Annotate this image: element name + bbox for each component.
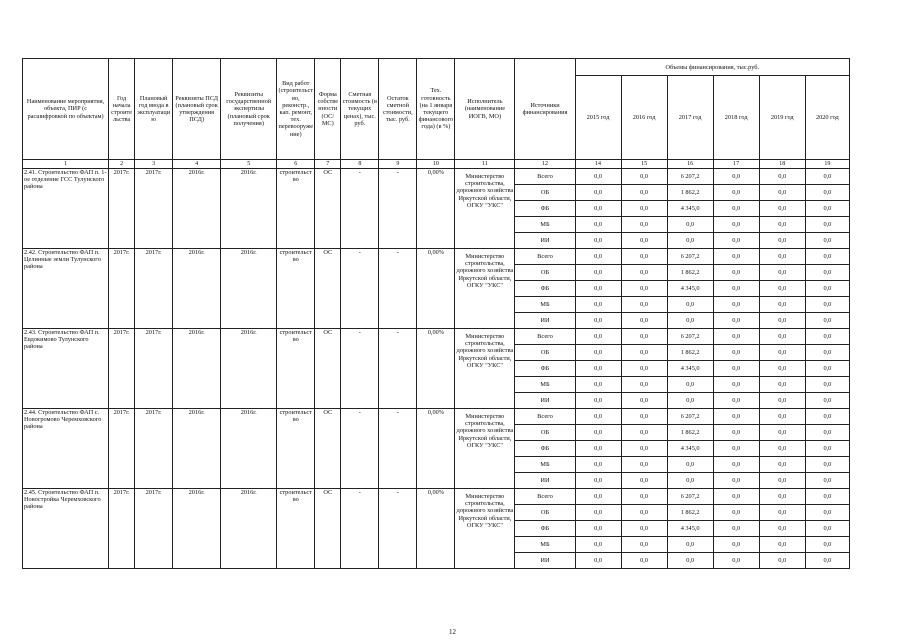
- funding-value: 0,0: [575, 409, 621, 425]
- header-year: 2017 год: [667, 76, 713, 160]
- header-financing: Объемы финансирования, тыс.руб.: [575, 59, 849, 76]
- funding-value: 0,0: [713, 233, 759, 249]
- funding-value: 6 207,2: [667, 249, 713, 265]
- funding-value: 0,0: [713, 553, 759, 569]
- table-row: [23, 169, 850, 185]
- funding-value: 0,0: [805, 313, 849, 329]
- funding-value: 0,0: [713, 521, 759, 537]
- funding-value: 0,0: [805, 329, 849, 345]
- funding-value: 0,0: [667, 297, 713, 313]
- funding-source: ФБ: [515, 281, 575, 297]
- column-number: 16: [667, 160, 713, 169]
- column-number: 14: [575, 160, 621, 169]
- funding-source: ИИ: [515, 233, 575, 249]
- funding-value: 0,0: [621, 265, 667, 281]
- funding-value: 0,0: [805, 169, 849, 185]
- funding-value: 0,0: [575, 185, 621, 201]
- funding-value: 0,0: [713, 489, 759, 505]
- funding-value: 0,0: [621, 425, 667, 441]
- funding-source: ОБ: [515, 425, 575, 441]
- expertise-year: 2016г.: [221, 409, 277, 489]
- object-name: 2.44. Строительство ФАП с. Новогромово Черемховского района: [23, 409, 109, 489]
- funding-value: 0,0: [713, 457, 759, 473]
- column-number: 12: [515, 160, 575, 169]
- funding-value: 0,0: [759, 361, 805, 377]
- funding-value: 0,0: [805, 537, 849, 553]
- funding-value: 0,0: [805, 217, 849, 233]
- funding-value: 0,0: [575, 297, 621, 313]
- funding-source: МБ: [515, 457, 575, 473]
- funding-value: 0,0: [667, 553, 713, 569]
- funding-value: 0,0: [621, 505, 667, 521]
- funding-value: 0,0: [713, 345, 759, 361]
- funding-source: Всего: [515, 249, 575, 265]
- funding-value: 0,0: [805, 409, 849, 425]
- header-readiness: Тех. готовность (на 1 января текущего финансового года) (в %): [417, 59, 455, 160]
- funding-value: 0,0: [805, 521, 849, 537]
- funding-value: 0,0: [621, 233, 667, 249]
- funding-value: 0,0: [805, 425, 849, 441]
- ownership: ОС: [315, 249, 341, 329]
- funding-value: 0,0: [621, 249, 667, 265]
- funding-value: 0,0: [759, 393, 805, 409]
- funding-source: Всего: [515, 329, 575, 345]
- funding-value: 0,0: [621, 281, 667, 297]
- header-estimate-cost: Сметная стоимость (в текущих ценах), тыс. руб.: [341, 59, 379, 160]
- table-row: [23, 329, 850, 345]
- funding-value: 0,0: [805, 281, 849, 297]
- funding-value: 0,0: [575, 521, 621, 537]
- funding-value: 0,0: [713, 441, 759, 457]
- funding-value: 0,0: [759, 169, 805, 185]
- funding-source: МБ: [515, 377, 575, 393]
- funding-value: 0,0: [667, 233, 713, 249]
- remaining-cost: -: [379, 249, 417, 329]
- funding-value: 0,0: [713, 217, 759, 233]
- funding-value: 0,0: [713, 313, 759, 329]
- funding-value: 0,0: [805, 185, 849, 201]
- funding-source: ИИ: [515, 473, 575, 489]
- header-year: 2018 год: [713, 76, 759, 160]
- header-name: Наименование мероприятия, объекта, ПИР (с расшифровкой по объектам): [23, 59, 109, 160]
- estimate-cost: -: [341, 249, 379, 329]
- column-number: 6: [277, 160, 315, 169]
- remaining-cost: -: [379, 169, 417, 249]
- plan-year: 2017г.: [135, 489, 173, 569]
- funding-value: 0,0: [575, 537, 621, 553]
- column-number: 15: [621, 160, 667, 169]
- table-row: [23, 489, 850, 505]
- executor: Министерство строительства, дорожного хозяйства Иркутской области, ОГКУ "УКС": [455, 169, 515, 249]
- funding-value: 0,0: [575, 345, 621, 361]
- estimate-cost: -: [341, 409, 379, 489]
- psd-year: 2016г.: [173, 169, 221, 249]
- header-work-type: Вид работ (строительство, реконстр., кап. ремонт, тех. перевооружение): [277, 59, 315, 160]
- funding-source: ОБ: [515, 505, 575, 521]
- column-number: 5: [221, 160, 277, 169]
- work-type: строительство: [277, 329, 315, 409]
- funding-value: 0,0: [575, 553, 621, 569]
- readiness: 0,00%: [417, 329, 455, 409]
- funding-value: 4 345,0: [667, 281, 713, 297]
- funding-value: 0,0: [621, 473, 667, 489]
- column-number: 17: [713, 160, 759, 169]
- executor: Министерство строительства, дорожного хозяйства Иркутской области, ОГКУ "УКС": [455, 329, 515, 409]
- header-year: 2020 год: [805, 76, 849, 160]
- funding-source: ИИ: [515, 313, 575, 329]
- psd-year: 2016г.: [173, 329, 221, 409]
- ownership: ОС: [315, 409, 341, 489]
- header-year: 2015 год: [575, 76, 621, 160]
- funding-value: 0,0: [805, 457, 849, 473]
- plan-year: 2017г.: [135, 329, 173, 409]
- funding-value: 0,0: [575, 425, 621, 441]
- header-year: 2019 год: [759, 76, 805, 160]
- readiness: 0,00%: [417, 409, 455, 489]
- funding-value: 0,0: [667, 377, 713, 393]
- funding-value: 0,0: [575, 473, 621, 489]
- psd-year: 2016г.: [173, 409, 221, 489]
- funding-value: 0,0: [667, 393, 713, 409]
- funding-value: 0,0: [575, 377, 621, 393]
- funding-value: 0,0: [621, 441, 667, 457]
- funding-source: ОБ: [515, 185, 575, 201]
- column-number: 18: [759, 160, 805, 169]
- expertise-year: 2016г.: [221, 169, 277, 249]
- funding-value: 0,0: [805, 265, 849, 281]
- header-year: 2016 год: [621, 76, 667, 160]
- funding-source: ФБ: [515, 521, 575, 537]
- funding-source: ИИ: [515, 393, 575, 409]
- funding-value: 0,0: [759, 553, 805, 569]
- header-executor: Исполнитель (наименование ИОГВ, МО): [455, 59, 515, 160]
- estimate-cost: -: [341, 489, 379, 569]
- funding-value: 0,0: [575, 313, 621, 329]
- funding-value: 0,0: [805, 553, 849, 569]
- funding-value: 0,0: [621, 393, 667, 409]
- funding-value: 0,0: [759, 217, 805, 233]
- header-expertise: Реквизиты государственной экспертизы (плановый срок получения): [221, 59, 277, 160]
- funding-value: 0,0: [575, 329, 621, 345]
- funding-value: 0,0: [805, 361, 849, 377]
- table-row: [23, 409, 850, 425]
- funding-value: 0,0: [713, 377, 759, 393]
- funding-value: 0,0: [575, 265, 621, 281]
- financing-table: [22, 58, 850, 569]
- funding-value: 0,0: [805, 249, 849, 265]
- funding-value: 0,0: [713, 185, 759, 201]
- executor: Министерство строительства, дорожного хозяйства Иркутской области, ОГКУ "УКС": [455, 249, 515, 329]
- expertise-year: 2016г.: [221, 329, 277, 409]
- funding-value: 0,0: [621, 313, 667, 329]
- header-plan-year: Плановый год ввода в эксплуатацию: [135, 59, 173, 160]
- estimate-cost: -: [341, 329, 379, 409]
- funding-value: 0,0: [805, 441, 849, 457]
- funding-value: 0,0: [805, 377, 849, 393]
- psd-year: 2016г.: [173, 489, 221, 569]
- funding-value: 0,0: [759, 473, 805, 489]
- start-year: 2017г.: [109, 169, 135, 249]
- funding-value: 4 345,0: [667, 441, 713, 457]
- funding-value: 0,0: [621, 217, 667, 233]
- funding-value: 0,0: [575, 505, 621, 521]
- funding-value: 0,0: [667, 473, 713, 489]
- header-ownership: Форма собственности (ОС/МС): [315, 59, 341, 160]
- funding-value: 4 345,0: [667, 201, 713, 217]
- column-number: 19: [805, 160, 849, 169]
- funding-value: 1 862,2: [667, 505, 713, 521]
- header-sources: Источники финансирования: [515, 59, 575, 160]
- funding-source: ФБ: [515, 361, 575, 377]
- funding-source: ОБ: [515, 265, 575, 281]
- funding-value: 0,0: [759, 249, 805, 265]
- funding-value: 1 862,2: [667, 265, 713, 281]
- funding-value: 4 345,0: [667, 361, 713, 377]
- funding-value: 6 207,2: [667, 329, 713, 345]
- funding-value: 0,0: [667, 537, 713, 553]
- funding-value: 0,0: [621, 345, 667, 361]
- column-number: 8: [341, 160, 379, 169]
- remaining-cost: -: [379, 489, 417, 569]
- plan-year: 2017г.: [135, 409, 173, 489]
- ownership: ОС: [315, 489, 341, 569]
- funding-value: 0,0: [667, 457, 713, 473]
- funding-value: 0,0: [759, 329, 805, 345]
- start-year: 2017г.: [109, 489, 135, 569]
- funding-value: 0,0: [575, 393, 621, 409]
- funding-value: 0,0: [759, 441, 805, 457]
- funding-value: 0,0: [713, 169, 759, 185]
- ownership: ОС: [315, 169, 341, 249]
- executor: Министерство строительства, дорожного хозяйства Иркутской области, ОГКУ "УКС": [455, 409, 515, 489]
- funding-value: 0,0: [759, 489, 805, 505]
- funding-value: 0,0: [713, 265, 759, 281]
- funding-value: 0,0: [575, 489, 621, 505]
- funding-value: 0,0: [575, 169, 621, 185]
- funding-value: 0,0: [805, 345, 849, 361]
- funding-value: 0,0: [805, 233, 849, 249]
- funding-value: 0,0: [621, 185, 667, 201]
- start-year: 2017г.: [109, 249, 135, 329]
- funding-value: 0,0: [575, 233, 621, 249]
- funding-value: 0,0: [621, 297, 667, 313]
- funding-value: 0,0: [713, 329, 759, 345]
- funding-value: 1 862,2: [667, 345, 713, 361]
- work-type: строительство: [277, 249, 315, 329]
- funding-value: 0,0: [713, 249, 759, 265]
- funding-value: 0,0: [805, 297, 849, 313]
- funding-value: 0,0: [759, 233, 805, 249]
- column-number: 1: [23, 160, 109, 169]
- funding-source: МБ: [515, 217, 575, 233]
- funding-value: 0,0: [805, 489, 849, 505]
- funding-value: 1 862,2: [667, 185, 713, 201]
- funding-value: 0,0: [759, 409, 805, 425]
- funding-value: 6 207,2: [667, 169, 713, 185]
- column-number: 9: [379, 160, 417, 169]
- expertise-year: 2016г.: [221, 249, 277, 329]
- column-number: 10: [417, 160, 455, 169]
- funding-value: 0,0: [621, 409, 667, 425]
- funding-value: 0,0: [759, 313, 805, 329]
- document-page: [22, 58, 850, 569]
- funding-value: 0,0: [667, 217, 713, 233]
- funding-value: 0,0: [575, 441, 621, 457]
- funding-value: 0,0: [759, 297, 805, 313]
- funding-value: 0,0: [759, 521, 805, 537]
- work-type: строительство: [277, 409, 315, 489]
- object-name: 2.41. Строительство ФАП п. 1-ое отделение ГСС Тулунского района: [23, 169, 109, 249]
- funding-value: 0,0: [575, 281, 621, 297]
- funding-value: 0,0: [759, 505, 805, 521]
- psd-year: 2016г.: [173, 249, 221, 329]
- funding-value: 0,0: [621, 489, 667, 505]
- funding-value: 0,0: [621, 537, 667, 553]
- funding-value: 0,0: [621, 201, 667, 217]
- readiness: 0,00%: [417, 249, 455, 329]
- funding-value: 0,0: [759, 425, 805, 441]
- page-number: 12: [449, 628, 456, 636]
- object-name: 2.43. Строительство ФАП п. Евдокимово Тулунского района: [23, 329, 109, 409]
- funding-value: 0,0: [575, 201, 621, 217]
- funding-value: 0,0: [621, 169, 667, 185]
- funding-value: 0,0: [759, 537, 805, 553]
- funding-source: Всего: [515, 169, 575, 185]
- column-number: 7: [315, 160, 341, 169]
- funding-value: 0,0: [621, 361, 667, 377]
- funding-source: ФБ: [515, 441, 575, 457]
- funding-source: МБ: [515, 537, 575, 553]
- funding-value: 0,0: [621, 377, 667, 393]
- funding-value: 0,0: [759, 457, 805, 473]
- start-year: 2017г.: [109, 409, 135, 489]
- funding-value: 0,0: [575, 217, 621, 233]
- funding-source: Всего: [515, 489, 575, 505]
- funding-value: 0,0: [621, 457, 667, 473]
- funding-value: 0,0: [713, 297, 759, 313]
- funding-value: 0,0: [621, 521, 667, 537]
- funding-value: 0,0: [805, 393, 849, 409]
- object-name: 2.45. Строительство ФАП п. Новостройка Черемховского района: [23, 489, 109, 569]
- funding-value: 0,0: [805, 201, 849, 217]
- work-type: строительство: [277, 169, 315, 249]
- funding-value: 0,0: [759, 185, 805, 201]
- funding-value: 0,0: [759, 265, 805, 281]
- estimate-cost: -: [341, 169, 379, 249]
- start-year: 2017г.: [109, 329, 135, 409]
- funding-value: 0,0: [805, 473, 849, 489]
- remaining-cost: -: [379, 409, 417, 489]
- funding-value: 0,0: [667, 313, 713, 329]
- plan-year: 2017г.: [135, 249, 173, 329]
- funding-value: 0,0: [621, 553, 667, 569]
- plan-year: 2017г.: [135, 169, 173, 249]
- funding-value: 4 345,0: [667, 521, 713, 537]
- object-name: 2.42. Строительство ФАП п. Целинные земли Тулунского района: [23, 249, 109, 329]
- column-number: 3: [135, 160, 173, 169]
- column-number: 4: [173, 160, 221, 169]
- funding-value: 0,0: [575, 361, 621, 377]
- funding-value: 0,0: [713, 281, 759, 297]
- funding-value: 0,0: [759, 201, 805, 217]
- funding-value: 0,0: [713, 505, 759, 521]
- funding-value: 0,0: [575, 457, 621, 473]
- funding-value: 0,0: [805, 505, 849, 521]
- funding-value: 0,0: [713, 393, 759, 409]
- column-number: 2: [109, 160, 135, 169]
- funding-source: Всего: [515, 409, 575, 425]
- executor: Министерство строительства, дорожного хозяйства Иркутской области, ОГКУ "УКС": [455, 489, 515, 569]
- funding-value: 0,0: [713, 425, 759, 441]
- funding-value: 0,0: [713, 201, 759, 217]
- work-type: строительство: [277, 489, 315, 569]
- funding-source: ФБ: [515, 201, 575, 217]
- funding-value: 1 862,2: [667, 425, 713, 441]
- table-row: [23, 249, 850, 265]
- header-remaining-cost: Остаток сметной стоимости, тыс. руб.: [379, 59, 417, 160]
- funding-source: ОБ: [515, 345, 575, 361]
- remaining-cost: -: [379, 329, 417, 409]
- header-start-year: Год начала строительства: [109, 59, 135, 160]
- header-psd: Реквизиты ПСД (плановый срок утверждения ПСД): [173, 59, 221, 160]
- readiness: 0,00%: [417, 489, 455, 569]
- ownership: ОС: [315, 329, 341, 409]
- funding-value: 0,0: [713, 409, 759, 425]
- funding-source: МБ: [515, 297, 575, 313]
- readiness: 0,00%: [417, 169, 455, 249]
- expertise-year: 2016г.: [221, 489, 277, 569]
- funding-value: 0,0: [713, 473, 759, 489]
- funding-value: 0,0: [575, 249, 621, 265]
- funding-source: ИИ: [515, 553, 575, 569]
- funding-value: 0,0: [759, 377, 805, 393]
- funding-value: 0,0: [759, 345, 805, 361]
- funding-value: 6 207,2: [667, 409, 713, 425]
- funding-value: 0,0: [759, 281, 805, 297]
- column-number: 11: [455, 160, 515, 169]
- funding-value: 0,0: [621, 329, 667, 345]
- funding-value: 6 207,2: [667, 489, 713, 505]
- funding-value: 0,0: [713, 537, 759, 553]
- funding-value: 0,0: [713, 361, 759, 377]
